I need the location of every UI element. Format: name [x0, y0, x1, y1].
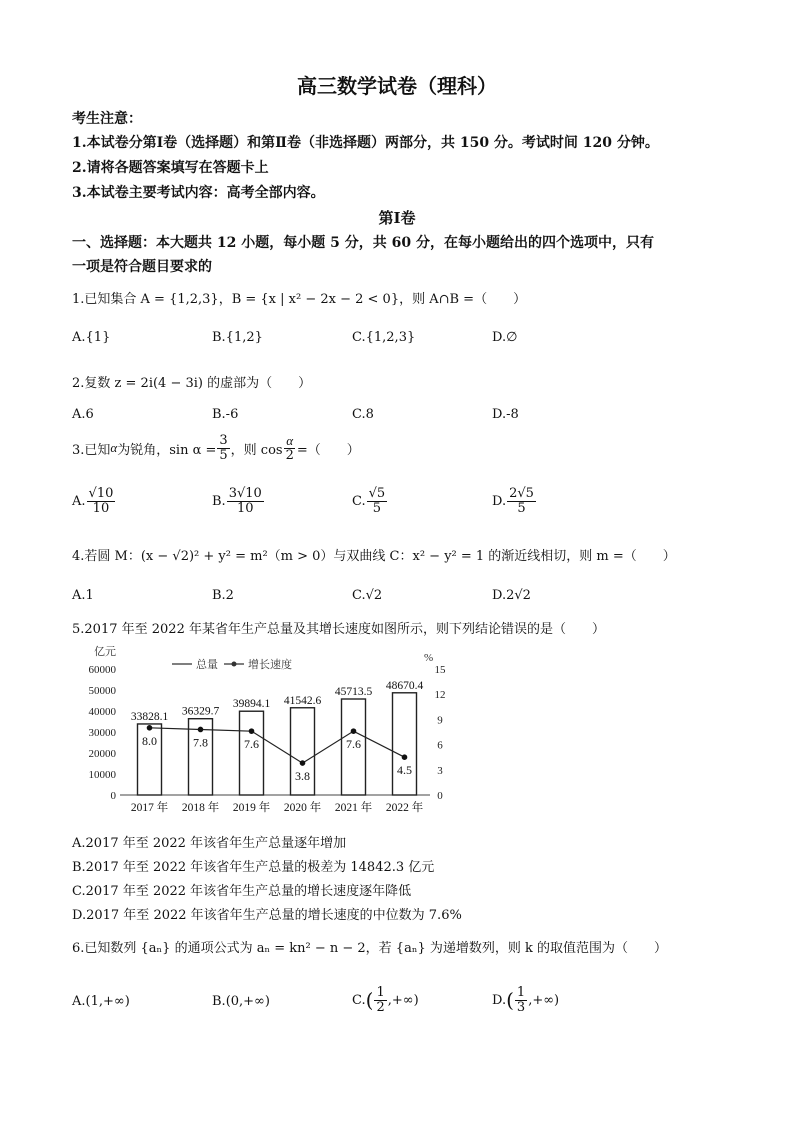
bar-total-6: [393, 693, 417, 795]
question-1-option-b: B.{1,2}: [212, 330, 263, 345]
q3-mid: 为锐角，sin α =: [117, 442, 217, 458]
growth-value-label-1: 8.0: [142, 733, 157, 748]
question-3-option-b: [212, 480, 265, 522]
fraction-num: √5: [368, 485, 386, 501]
growth-value-label-3: 7.6: [244, 737, 259, 752]
question-2-option-d: D.-8: [492, 407, 519, 422]
growth-point-3: [249, 728, 255, 734]
q3-alpha: α: [110, 440, 118, 455]
paren-open: (: [365, 988, 374, 1012]
question-1-stem: 1.已知集合 A = {1,2,3}，B = {x | x² − 2x − 2 < 0}，则 A∩B =（ ）: [72, 292, 527, 307]
right-tick-label: 3: [437, 764, 443, 777]
fraction-num: √10: [88, 485, 114, 501]
growth-point-6: [402, 754, 408, 760]
option-fraction: [374, 986, 386, 1014]
option-label: B.: [212, 993, 226, 1009]
question-5-option-d: D.2017 年至 2022 年该省年生产总量的增长速度的中位数为 7.6%: [72, 908, 462, 923]
right-tick-label: 9: [437, 714, 443, 727]
x-tick-label-2: 2018 年: [181, 802, 220, 814]
q3-fraction-sin: [217, 434, 229, 462]
paren-open: (: [506, 988, 514, 1012]
production-chart: [72, 645, 452, 825]
q3-fraction-half-alpha: [284, 434, 296, 462]
right-axis-unit: %: [424, 652, 434, 664]
x-tick-label-6: 2022 年: [385, 802, 424, 814]
left-tick-label: 30000: [88, 727, 116, 739]
x-tick-label-1: 2017 年: [130, 802, 169, 814]
growth-value-label-4: 3.8: [295, 769, 310, 784]
fraction-den: 10: [92, 500, 110, 516]
left-tick-label: 40000: [88, 706, 116, 718]
growth-value-label-6: 4.5: [397, 763, 412, 778]
option-label: D.: [492, 992, 507, 1008]
option-label: A.: [72, 993, 86, 1009]
left-tick-label: 60000: [88, 664, 116, 676]
notice-item-2: 2.请将各题答案填写在答题卡上: [72, 160, 269, 176]
q3-fraction-sin-den: 5: [219, 447, 228, 463]
question-6-option-c: [352, 980, 419, 1020]
q3-mid2: ，则 cos: [230, 442, 283, 458]
option-tail: ,+∞): [387, 992, 419, 1008]
left-tick-label: 10000: [88, 769, 116, 781]
option-fraction: [507, 487, 536, 515]
x-tick-label-4: 2020 年: [283, 802, 322, 814]
question-5-option-b: B.2017 年至 2022 年该省年生产总量的极差为 14842.3 亿元: [72, 860, 435, 875]
fraction-num: 1: [516, 984, 526, 1000]
fraction-num: 3√10: [228, 485, 262, 501]
bar-total-3: [240, 711, 264, 795]
bar-value-label-5: 45713.5: [334, 686, 373, 699]
growth-point-1: [147, 725, 153, 731]
q3-prefix: 3.已知: [72, 442, 111, 458]
left-tick-label: 50000: [88, 685, 116, 697]
option-fraction: [87, 487, 116, 515]
chart-root: [89, 645, 447, 814]
right-tick-label: 15: [434, 664, 446, 676]
fraction-num: 2√5: [509, 485, 534, 501]
question-6-option-d: [492, 980, 559, 1020]
question-6-stem: 6.已知数列 {aₙ} 的通项公式为 aₙ = kn² − n − 2，若 {aₙ} 为递增数列，则 k 的取值范围为（ ）: [72, 941, 667, 956]
question-3-option-a: [72, 480, 116, 522]
notice-heading: 考生注意：: [72, 111, 142, 127]
question-2-stem: 2.复数 z = 2i(4 − 3i) 的虚部为（ ）: [72, 376, 312, 391]
fraction-den: 5: [517, 500, 526, 516]
question-6-option-a: [72, 983, 130, 1019]
legend-total-label: 总量: [196, 659, 218, 671]
question-1-option-c: C.{1,2,3}: [352, 330, 416, 345]
left-axis-unit: 亿元: [94, 646, 116, 658]
option-label: D.: [492, 493, 507, 509]
growth-rate-line: [150, 728, 405, 763]
question-3-option-c: [352, 480, 388, 522]
question-4-option-a: A.1: [72, 588, 94, 603]
option-label: B.: [212, 493, 226, 509]
part-heading-line-1: 一、选择题：本大题共 12 小题，每小题 5 分，共 60 分，在每小题给出的四个选项中，只有: [72, 235, 654, 251]
bar-value-label-2: 36329.7: [181, 705, 220, 718]
page-title: 高三数学试卷（理科）: [297, 74, 497, 98]
notice-item-1: 1.本试卷分第Ⅰ卷（选择题）和第Ⅱ卷（非选择题）两部分，共 150 分。考试时间 120 分钟。: [72, 135, 659, 151]
left-tick-label: 20000: [88, 748, 116, 760]
option-label: A.: [72, 493, 86, 509]
left-tick-label: 0: [110, 790, 116, 802]
option-fraction: [515, 986, 527, 1014]
option-text: (0,+∞): [225, 993, 270, 1009]
option-label: C.: [352, 493, 366, 509]
q3-fraction-half-alpha-num: α: [286, 432, 294, 448]
right-tick-label: 0: [437, 790, 443, 802]
question-4-stem: 4.若圆 M：(x − √2)² + y² = m²（m > 0）与双曲线 C：x² − y² = 1 的渐近线相切，则 m =（ ）: [72, 549, 676, 564]
growth-value-label-2: 7.8: [193, 735, 208, 750]
question-6-option-b: [212, 983, 270, 1019]
question-3-stem: [72, 428, 360, 468]
question-2-option-c: C.8: [352, 407, 374, 422]
growth-point-5: [351, 728, 357, 734]
q3-fraction-sin-num: 3: [219, 432, 228, 448]
question-1-option-a: A.{1}: [72, 330, 111, 345]
growth-value-label-5: 7.6: [346, 737, 361, 752]
bar-value-label-4: 41542.6: [283, 694, 322, 707]
q3-fraction-half-alpha-den: 2: [285, 447, 294, 463]
bar-value-label-6: 48670.4: [385, 679, 424, 692]
fraction-den: 2: [376, 999, 385, 1015]
growth-point-2: [198, 727, 204, 733]
question-2-option-b: B.-6: [212, 407, 239, 422]
bar-value-label-3: 39894.1: [232, 698, 271, 711]
option-text: (1,+∞): [85, 993, 130, 1009]
question-4-option-d: D.2√2: [492, 588, 531, 603]
question-4-option-c: C.√2: [352, 588, 383, 603]
fraction-den: 10: [236, 500, 254, 516]
x-tick-label-3: 2019 年: [232, 802, 271, 814]
question-5-stem: 5.2017 年至 2022 年某省年生产总量及其增长速度如图所示，则下列结论错误的是（ ）: [72, 622, 605, 637]
notice-item-3: 3.本试卷主要考试内容：高考全部内容。: [72, 185, 325, 201]
question-2-option-a: A.6: [72, 407, 94, 422]
option-fraction: [227, 487, 264, 515]
question-4-option-b: B.2: [212, 588, 234, 603]
question-5-option-c: C.2017 年至 2022 年该省年生产总量的增长速度逐年降低: [72, 884, 412, 899]
growth-point-4: [300, 760, 306, 766]
section-title: 第Ⅰ卷: [378, 209, 416, 227]
legend-growth-marker: [232, 662, 237, 667]
bar-value-label-1: 33828.1: [130, 710, 169, 723]
fraction-den: 5: [372, 500, 382, 516]
question-3-option-d: [492, 480, 537, 522]
question-5-option-a: A.2017 年至 2022 年该省年生产总量逐年增加: [72, 836, 347, 851]
fraction-num: 1: [376, 984, 385, 1000]
q3-suffix: =（ ）: [296, 442, 360, 458]
part-heading-line-2: 一项是符合题目要求的: [72, 259, 212, 275]
right-tick-label: 12: [434, 689, 446, 702]
question-1-option-d: D.∅: [492, 330, 518, 345]
option-tail: ,+∞): [528, 992, 560, 1008]
option-label: C.: [352, 992, 366, 1008]
fraction-den: 3: [516, 999, 526, 1015]
option-fraction: [367, 487, 388, 515]
legend-growth-label: 增长速度: [248, 659, 292, 671]
x-tick-label-5: 2021 年: [334, 802, 373, 814]
right-tick-label: 6: [437, 739, 443, 752]
